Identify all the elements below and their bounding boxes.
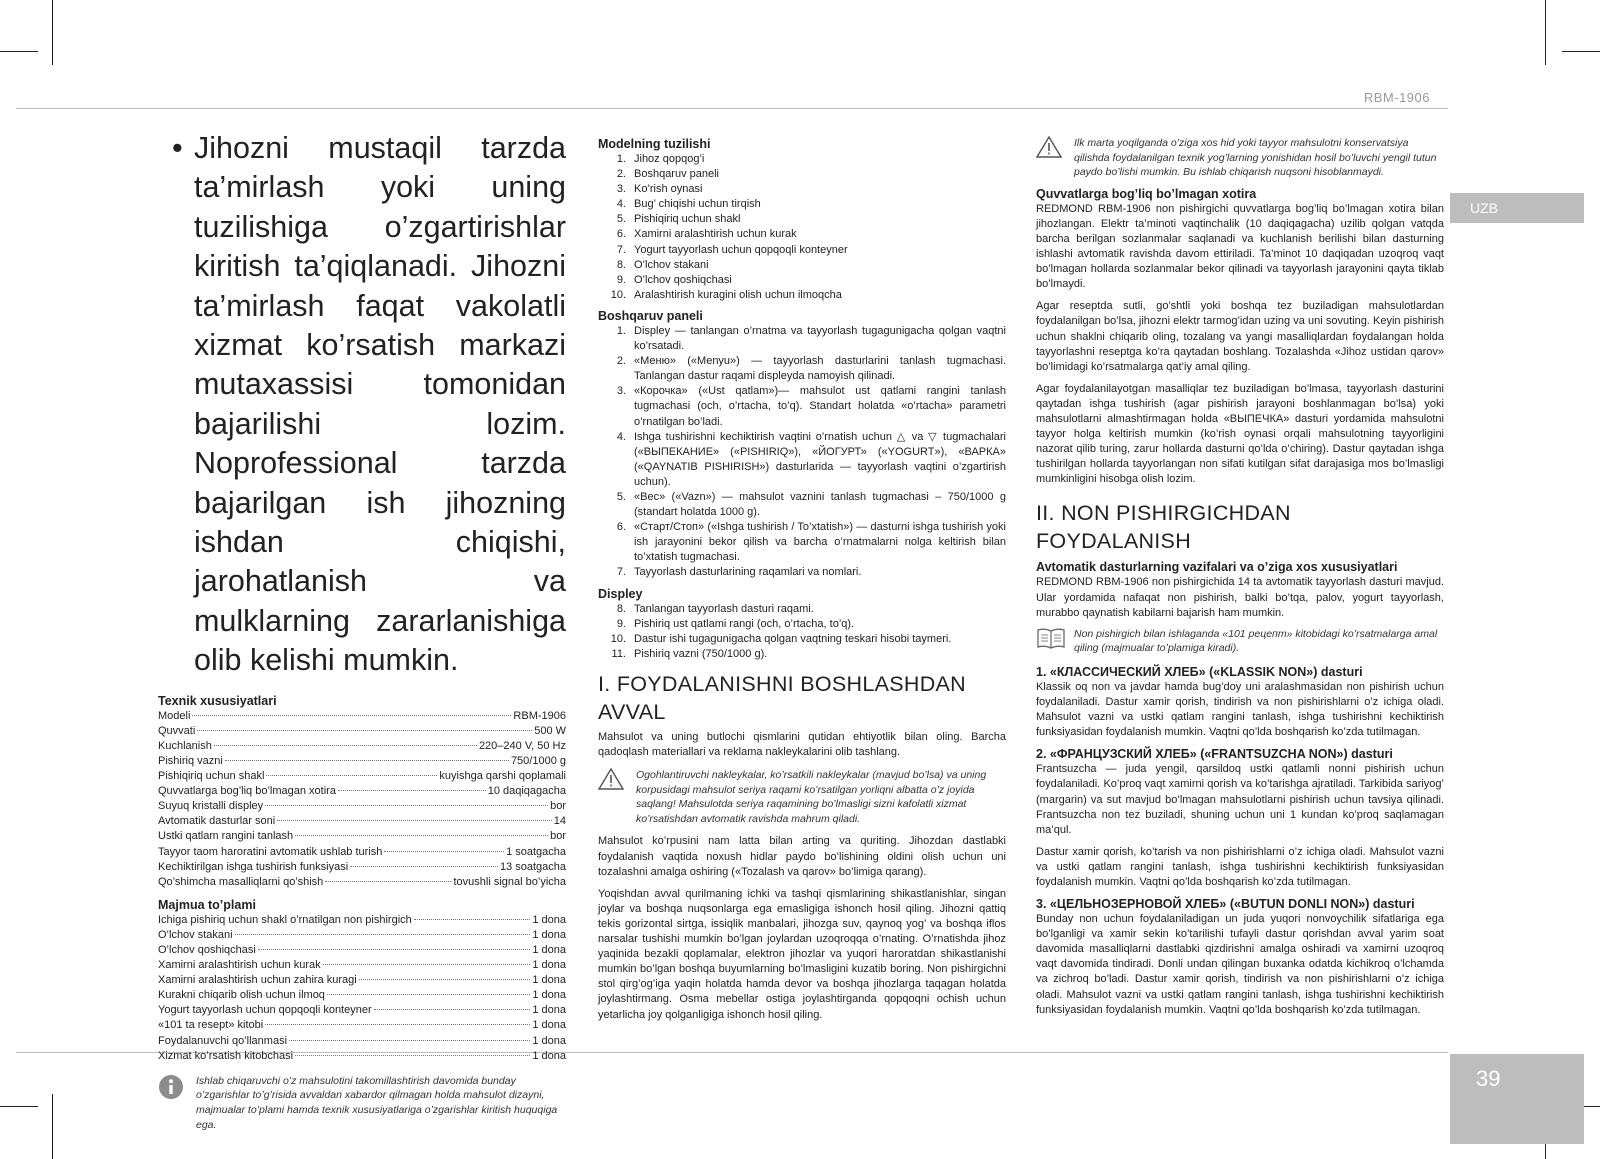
model-part-item — [598, 197, 1006, 212]
spec-row — [158, 799, 566, 814]
repair-warning — [172, 129, 566, 681]
language-tab: UZB — [1450, 193, 1584, 223]
set-row-label: O’lchov stakani — [158, 928, 233, 941]
specs-title: Texnik xususiyatlari — [158, 693, 277, 708]
memory-paragraph: REDMOND RBM-1906 non pishirgichi quvvatlarga bog’liq bo’lmagan xotira bilan jihozlangan. Elektr ta’minoti vaqtinchalik (10 daqiqagacha) uzilib qolgan vatqda barcha berilgan sozlanmalar saqlanadi va kuchlanish berilishi bilan dasturning ishlashi avtomatik ravishda davom ettiriladi. Ta’minot 10 daqiqadan uzoqroq vaqt bo’lmagan hollarda sozlanmalar bekor qilinadi va tayyorlash jarayonini qayta tiklab bo’lmaydi. — [1036, 202, 1444, 291]
display-item-text: Tanlangan tayyorlash dasturi raqami. — [634, 602, 814, 615]
spec-row — [158, 814, 566, 829]
spec-row — [158, 845, 566, 860]
dot-leader — [265, 805, 548, 806]
model-part-item — [598, 288, 1006, 303]
model-header: RBM-1906 — [1363, 90, 1430, 105]
model-part-item-text: O’lchov stakani — [634, 258, 709, 271]
section-1-title: I. FOYDALANISHNI BOSHLASHDAN AVVAL — [598, 671, 967, 724]
model-part-item-number: 9. — [616, 273, 626, 286]
section-2-title: II. NON PISHIRGICHDAN FOYDALANISH — [1036, 501, 1291, 554]
model-part-item-number: 1. — [616, 153, 626, 165]
display-item — [598, 632, 1006, 647]
spec-row-label: Kuchlanish — [158, 739, 212, 752]
dot-leader — [266, 775, 437, 776]
set-row-value: 1 dona — [532, 1034, 566, 1047]
panel-item-number: 3. — [616, 385, 626, 398]
model-part-item — [598, 258, 1006, 273]
set-row-value: 1 dona — [532, 944, 566, 956]
spec-row — [158, 784, 566, 799]
dot-leader — [327, 994, 530, 995]
book-icon — [1036, 627, 1074, 656]
panel-item-number: 2. — [616, 355, 626, 368]
set-row-value: 1 dona — [532, 989, 566, 1002]
set-row-label: Kurakni chiqarib olish uchun ilmoq — [158, 989, 325, 1002]
spec-row — [158, 875, 566, 890]
info-note-text: Ishlab chiqaruvchi o’z mahsulotini takomillashtirish davomida bunday o’zgarishlar to’g’risida avvaldan xabardor qilmagan holda mahsulot dizayni, majmualar to’plami hamda texnik xususiyatlariga o’zgarishlar kiritish huquqiga ega. — [196, 1074, 558, 1131]
first-use-warning-text: Ilk marta yoqilganda o’ziga xos hid yoki tayyor mahsulotni konservatsiya qilishda foydalanilgan texnik yog’larning yonishidan hosil bo’luvchi yengil tutun paydo bo’lishi mumkin. Bu ishlab chiqarish nuqsoni hisoblanmaydi. — [1074, 137, 1437, 179]
panel-item — [598, 565, 1006, 580]
model-part-item-number: 10. — [610, 288, 626, 301]
recipe-book-note — [1036, 627, 1444, 656]
model-part-item — [598, 212, 1006, 227]
control-panel-title: Boshqaruv paneli — [598, 308, 703, 323]
spec-row-value: bor — [550, 800, 566, 813]
display-title: Displey — [598, 586, 643, 601]
warning-triangle-icon — [598, 768, 636, 826]
display-item-number: 11. — [611, 647, 626, 660]
program-3-title: 3. «ЦЕЛЬНОЗЕРНОВОЙ ХЛЕБ» («BUTUN DONLI NON») dasturi — [1036, 897, 1415, 912]
spec-row-label: Qo’shimcha masalliqlarni qo’shish — [158, 875, 324, 888]
set-row-value: 1 dona — [532, 1049, 566, 1062]
panel-item-text: Ishga tushirishni kechiktirish vaqtini o’rnatish uchun △ va ▽ tugmachalari («ВЫПЕКАНИЕ» («PISHIRIQ»), «ЙОГУРТ» («YOGURT»), «ВАРКА» («QAYNATIB PISHIRISH») dasturlarida — tayyorlash vaqtini o’zgartirish uchun). — [634, 430, 1006, 488]
spec-row-label: Suyuq kristalli displey — [158, 800, 264, 813]
dot-leader — [289, 1040, 530, 1041]
set-row — [158, 1034, 566, 1049]
crop-mark — [0, 1106, 38, 1107]
dot-leader — [295, 1055, 530, 1056]
model-part-item-text: Boshqaruv paneli — [634, 168, 720, 181]
model-part-item-number: 5. — [616, 213, 626, 226]
model-part-item-text: Yogurt tayyorlash uchun qopqoqli konteyner — [634, 243, 848, 256]
first-use-warning — [1036, 136, 1444, 180]
crop-mark — [1562, 51, 1600, 52]
spec-row-value: 14 — [553, 815, 566, 828]
panel-item — [598, 520, 1006, 565]
set-row-label: «101 ta resept» kitobi — [158, 1019, 264, 1032]
dot-leader — [414, 919, 531, 920]
control-panel-list — [598, 324, 1006, 581]
panel-item-text: «Корочка» («Ust qatlam»)— mahsulot ust qatlami rangini tanlash tugmachasi (och, o’rtacha, to’q). Standart holatda «o’rtacha» parametri o’rnatilgan bo’ladi. — [634, 385, 1006, 428]
spec-row-value: RBM-1906 — [513, 709, 566, 722]
set-row — [158, 1049, 566, 1064]
dot-leader — [325, 881, 451, 882]
page-number: 39 — [1450, 1054, 1584, 1144]
set-row-label: Xizmat ko’rsatish kitobchasi — [158, 1049, 294, 1062]
model-part-item-number: 3. — [616, 183, 626, 196]
spec-row — [158, 724, 566, 739]
memory-paragraph: Agar reseptda sutli, go’shtli yoki boshqa tez buziladigan mahsulotlardan foydalanilgan bo’lsa, jihozni elektr tarmog’idan uzing va uni sovuting. Keyin pishirish uchun shaklni chiqarib oling, tozalang va yangi masalliqlardan foydalangan holda tayyorlashni reseptga ko’ra qaytadan boshlang. Tozalashda «Jihoz ustidan qarov» bo’limidagi ko’rsatmalarga qat’iy amal qiling. — [1036, 300, 1444, 373]
column-1 — [158, 131, 566, 1132]
set-row-label: Ichiga pishiriq uchun shakl o’rnatilgan non pishirgich — [158, 913, 412, 926]
panel-item-number: 1. — [616, 324, 626, 337]
model-part-item-number: 4. — [616, 198, 626, 211]
set-row — [158, 913, 566, 928]
dot-leader — [323, 964, 531, 965]
set-row-value: 1 dona — [532, 959, 566, 972]
set-row-value: 1 dona — [532, 1019, 566, 1032]
spec-row-value: 10 daqiqagacha — [487, 785, 566, 798]
spec-row — [158, 739, 566, 754]
memory-title: Quvvatlarga bog’liq bo’lmagan xotira — [1036, 186, 1257, 201]
display-item-text: Dastur ishi tugagunigacha qolgan vaqtning teskari hisobi taymeri. — [634, 632, 952, 645]
set-row — [158, 958, 566, 973]
set-row-value: 1 dona — [532, 928, 566, 941]
panel-item-text: Tayyorlash dasturlarining raqamlari va nomlari. — [634, 566, 862, 579]
display-item-text: Pishiriq ust qatlami rangi (och, o’rtacha, to’q). — [634, 617, 855, 630]
model-part-item-number: 7. — [616, 243, 626, 256]
model-part-item-text: Jihoz qopqog’i — [634, 153, 705, 165]
display-item — [598, 602, 1006, 617]
model-part-item-text: Ko’rish oynasi — [634, 183, 703, 196]
model-part-item-text: Bug’ chiqishi uchun tirqish — [634, 198, 761, 211]
auto-programs-title: Avtomatik dasturlarning vazifalari va o’ziga xos xususiyatlari — [1036, 560, 1398, 575]
display-item-number: 8. — [616, 602, 626, 615]
panel-item — [598, 324, 1006, 354]
display-item — [598, 647, 1006, 662]
panel-item — [598, 354, 1006, 384]
crop-mark — [0, 51, 38, 52]
model-part-item — [598, 243, 1006, 258]
model-parts-list — [598, 152, 1006, 303]
spec-row — [158, 709, 566, 724]
model-part-item — [598, 227, 1006, 242]
display-item — [598, 617, 1006, 632]
spec-row — [158, 829, 566, 844]
model-part-item — [598, 152, 1006, 167]
dot-leader — [374, 1009, 531, 1010]
dot-leader — [235, 934, 531, 935]
display-item-number: 10. — [610, 632, 626, 645]
panel-item-number: 6. — [616, 521, 626, 534]
dot-leader — [197, 730, 532, 731]
auto-programs-paragraph: REDMOND RBM-1906 non pishirgichida 14 ta avtomatik tayyorlash dasturi mavjud. Ular yordamida nafaqat non pishirish, balki bo’tqa, palov, yogurt tayyorlash, murabbo qaynatish kabilarni bajarish ham mumkin. — [1036, 576, 1444, 619]
info-icon — [158, 1074, 196, 1132]
set-list — [158, 913, 566, 1064]
set-row — [158, 1003, 566, 1018]
dot-leader — [338, 790, 486, 791]
serial-warning-note — [598, 768, 1006, 826]
section-1-paragraph: Mahsulot va uning butlochi qismlarini qutidan ehtiyotlik bilan oling. Barcha qadoqlash materiallari va reklama nakleykalarini olib tashlang. — [598, 730, 1006, 758]
program-1-text: Klassik oq non va javdar hamda bug’doy uni aralashmasidan non pishirish uchun foydalaniladi. Dastur xamir qorish, tindirish va non pishirishlarni o’z ichiga oladi. Mahsulot vazni va ustki qatlam rangini tanlash, ishga tushirishni kechiktirish funksiyasidan foydalanish mumkin. Vaqtni qo’lda boshqarish ko’zda tutilmagan. — [1036, 680, 1444, 739]
spec-row-label: Quvvati — [158, 724, 196, 737]
crop-mark — [52, 1094, 53, 1159]
display-item-text: Pishiriq vazni (750/1000 g). — [634, 647, 768, 660]
crop-mark — [1545, 0, 1546, 65]
spec-row-value: bor — [550, 830, 566, 843]
dot-leader — [277, 820, 552, 821]
model-part-item — [598, 273, 1006, 288]
set-row — [158, 973, 566, 988]
spec-row-value: 500 W — [534, 724, 566, 737]
panel-item-text: «Старт/Стоп» («Ishga tushirish / To’xtatish») — dasturni ishga tushirish yoki ish jarayonini bekor qilish va barcha o’rnatmalarni nolga keltirish bilan to’xtatish tugmachasi. — [634, 521, 1006, 564]
spec-row — [158, 754, 566, 769]
panel-item-number: 5. — [616, 490, 626, 503]
set-row — [158, 943, 566, 958]
panel-item-text: «Вес» («Vazn») — mahsulot vaznini tanlash tugmachasi – 750/1000 g (standart holatda 1000 g). — [634, 490, 1006, 519]
spec-row-label: Modeli — [158, 709, 191, 722]
spec-row-label: Kechiktirilgan ishga tushirish funksiyasi — [158, 860, 349, 873]
spec-row-value: 750/1000 g — [510, 754, 566, 767]
model-structure-title: Modelning tuzilishi — [598, 137, 711, 151]
model-part-item-text: O’lchov qoshiqchasi — [634, 273, 732, 286]
serial-warning-text: Ogohlantiruvchi nakleykalar, ko’rsatkili nakleykalar (mavjud bo’lsa) va uning korpusidagi mahsulot seriya raqami ko’rsatilgan yorliqni albatta o’z joyida saqlang! Mahsulotda seriya raqamining bo’lmasligi sizni kafolatli xizmat ko’rsatishdan avtomatik ravishda mahrum qiladi. — [636, 769, 987, 825]
spec-row-value: tovushli signal bo’yicha — [453, 875, 566, 888]
panel-item-text: «Меню» («Menyu») — tayyorlash dasturlarini tanlash tugmachasi. Tanlangan dastur raqami displeyda namoyish qilinadi. — [634, 355, 1006, 383]
spec-row-label: Ustki qatlam rangini tanlash — [158, 830, 294, 843]
panel-item — [598, 430, 1006, 490]
set-row-value: 1 dona — [532, 974, 566, 987]
set-row-label: O’lchov qoshiqchasi — [158, 944, 256, 956]
set-title: Majmua to’plami — [158, 897, 256, 912]
memory-paragraph: Agar foydalanilayotgan masalliqlar tez buziladigan bo’lmasa, tayyorlash dasturini qaytadan ishga tushirish (agar pishirish jarayoni boshlanmagan bo’lsa) yoki mahsulotlarni almashtirmagan holda «ВЫПЕЧКА» dasturi yordamida mahsulotni tayyor holga keltirish mumkin (ko’rish oynasi orqali mahsulotning tayyorligini nazorat qilib turing, zarur hollarda dasturni qo’lda o’chiring). Dastur qaytadan ishga tushirilgan hollarda tayyorlangan non sifati kutilgan sifat darajasiga mos bo’lmasligi mumkinligini hisobga olish lozim. — [1036, 382, 1444, 486]
dot-leader — [359, 979, 531, 980]
program-3-text: Bunday non uchun foydalaniladigan un juda yuqori nonvoychilik sifatlariga ega bo’lganligi va xamir sekin ko’tarilishi tufayli dastur qorishdan avval yarim soat davomida masalliqlarni dastlabki qizdirishni amalga oshiradi va xamirni uzoqroq vaqt davomida tindiradi. Donli undan qilingan buxanka odatda kichikroq o’lchamda va zichroq bo’ladi. Dastur xamir qorish, tindirish va non pishirishlarni o’z ichiga oladi. Mahsulot vazni va ustki qatlam rangini tanlash, ishga tushirishni kechiktirish funksiyasidan foydalanish mumkin. Vaqtni qo’lda boshqarish ko’zda tutilmagan. — [1036, 913, 1444, 1016]
panel-item — [598, 490, 1006, 520]
dot-leader — [214, 745, 477, 746]
model-part-item-text: Pishiqiriq uchun shakl — [634, 213, 741, 226]
dot-leader — [350, 866, 498, 867]
spec-row-label: Avtomatik dasturlar soni — [158, 815, 276, 828]
model-part-item — [598, 182, 1006, 197]
spec-row-label: Tayyor taom haroratini avtomatik ushlab turish — [158, 845, 383, 858]
crop-mark — [52, 0, 53, 65]
dot-leader — [192, 715, 511, 716]
spec-row-value: 220–240 V, 50 Hz — [478, 739, 566, 752]
model-part-item-number: 8. — [616, 258, 626, 271]
panel-item-text: Displey — tanlangan o’rnatma va tayyorlash tugagunigacha qolgan vaqtni ko’rsatadi. — [634, 324, 1006, 353]
dot-leader — [225, 760, 509, 761]
repair-warning-text: Jihozni mustaqil tarzda ta’mirlash yoki uning tuzilishiga o’zgartirishlar kiritish ta’qiqlanadi. Jihozni ta’mirlash faqat vakolatli xizmat ko’rsatish markazi mutaxassisi tomonidan bajarilishi lozim. Noprofessional tarzda bajarilgan ish jihozning ishdan chiqishi, jarohatlanish va mulklarning zararlanishiga olib kelishi mumkin. — [194, 131, 566, 678]
set-row — [158, 928, 566, 943]
header-rule — [16, 108, 1448, 109]
spec-row — [158, 860, 566, 875]
dot-leader — [265, 1024, 530, 1025]
section-1-paragraph: Mahsulot ko’rpusini nam latta bilan arting va quriting. Jihozdan dastlabki foydalanish vaqtida noxush hidlar paydo bo’lishining oldini olish uchun uni tozalashni amalga oshiring («Tozalash va qarov» bo’limiga qarang). — [598, 835, 1006, 878]
bullet-icon: • — [172, 131, 183, 165]
set-row-value: 1 dona — [532, 913, 566, 926]
program-1-title: 1. «КЛАССИЧЕСКИЙ ХЛЕБ» («KLASSIK NON») dasturi — [1036, 664, 1363, 679]
display-list — [598, 602, 1006, 662]
section-1-paragraph: Yoqishdan avval qurilmaning ichki va tashqi qismlarining shikastlanishlar, singan joylar va boshqa nuqsonlarga ega emasligiga ishonch hosil qiling. Jihozni qattiq tekis gorizontal sirtga, issiqlik manbalari, jihozga suv, qaynoq yog’ va boshqa iflos narsalar tushishi mumkin bo’lgan joylardan uzoqroqqa o’rnating. O’rnatishda jihoz yaqinida bezakli qoplamalar, elektron jihozlar va yuqori haroratdan shikastlanishi mumkin bo’lgan boshqa buyumlarning bo’lmasligini kuzatib boring. Non pishirgichni stol qirg’og’iga yaqin holatda hamda devor va boshqa jihozlarga taqagan holatda joylashtirmang. Osma mebellar ostiga joylashtirganda qopqoqni ochish uchun yetarlicha joy qolganligiga ishonch hosil qiling. — [598, 887, 1006, 1021]
program-2-text: Dastur xamir qorish, ko’tarish va non pishirishlarni o’z ichiga oladi. Mahsulot vazni va ustki qatlam rangini tanlash, ishga tushirishni kechiktirish funksiyasidan foydalanish mumkin. Vaqtni qo’lda boshqarish ko’zda tutilmagan. — [1036, 845, 1444, 888]
model-part-item-number: 6. — [616, 228, 626, 241]
spec-row-label: Pishiriq vazni — [158, 754, 223, 767]
recipe-book-note-text: Non pishirgich bilan ishlaganda «101 рецепт» kitobidagi ko’rsatmalarga amal qiling (majmualar to’plamiga kiradi). — [1074, 627, 1438, 655]
set-row-label: Xamirni aralashtirish uchun kurak — [158, 959, 321, 972]
spec-row-value: 1 soatgacha — [506, 845, 566, 858]
panel-item-number: 7. — [616, 566, 626, 579]
panel-item — [598, 384, 1006, 429]
spec-row — [158, 769, 566, 784]
spec-row-label: Quvvatlarga bog’liq bo’lmagan xotira — [158, 785, 336, 798]
column-3 — [1036, 136, 1444, 1018]
dot-leader — [295, 835, 548, 836]
info-note — [158, 1074, 566, 1132]
panel-item-number: 4. — [616, 430, 626, 443]
set-row — [158, 988, 566, 1003]
set-row-label: Yogurt tayyorlash uchun qopqoqli konteyner — [158, 1004, 372, 1017]
column-2 — [598, 136, 1006, 1023]
specs-list — [158, 709, 566, 890]
display-item-number: 9. — [616, 617, 626, 630]
program-2-text: Frantsuzcha — juda yengil, qarsildoq ustki qatlamli nonni pishirish uchun foydalaniladi. Ko’proq vaqt xamirni qorish va ko’tarishga ajratiladi. Tarkibida sariyog’ (margarin) va sut mavjud bo’lmagan mahsulotlarni pishirish uchun tavsiya qilinadi. Frantsuzcha non tez buziladi, shuning uchun uni 1 kundan ko’proq saqlamagan ma’qul. — [1036, 763, 1444, 836]
model-part-item-text: Aralashtirish kuragini olish uchun ilmoqcha — [634, 288, 842, 301]
spec-row-label: Pishiqiriq uchun shakl — [158, 770, 265, 783]
spec-row-value: kuyishga qarshi qoplamali — [439, 770, 566, 783]
dot-leader — [384, 851, 504, 852]
model-part-item-number: 2. — [616, 168, 626, 181]
warning-triangle-icon — [1036, 136, 1074, 180]
set-row-label: Foydalanuvchi qo’llanmasi — [158, 1034, 288, 1047]
model-part-item-text: Xamirni aralashtirish uchun kurak — [634, 228, 797, 241]
model-part-item — [598, 167, 1006, 182]
program-2-title: 2. «ФРАНЦУЗСКИЙ ХЛЕБ» («FRANTSUZCHA NON») dasturi — [1036, 747, 1393, 762]
set-row-label: Xamirni aralashtirish uchun zahira kuragi — [158, 974, 357, 987]
set-row — [158, 1018, 566, 1033]
spec-row-value: 13 soatgacha — [499, 860, 566, 873]
dot-leader — [258, 949, 531, 950]
set-row-value: 1 dona — [532, 1004, 566, 1017]
